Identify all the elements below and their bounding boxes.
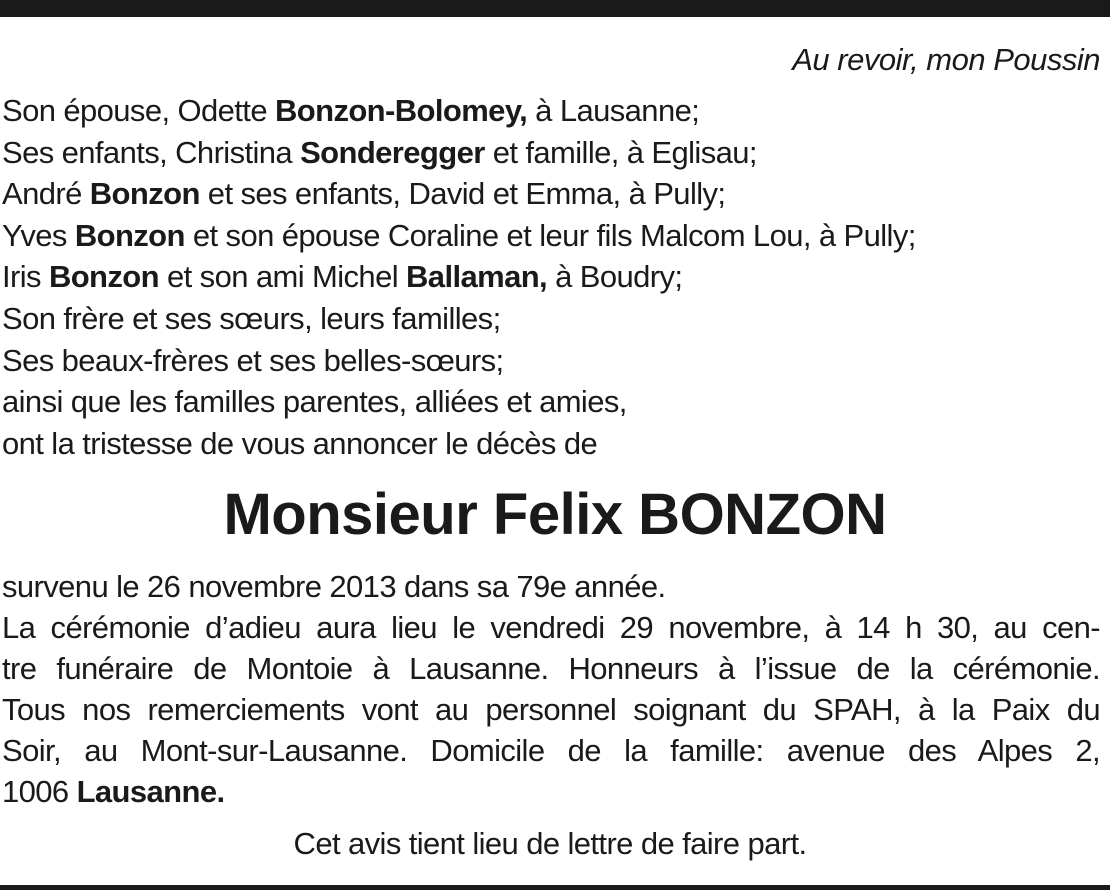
motto: Au revoir, mon Poussin [792, 42, 1100, 77]
family-line-relatives: ainsi que les familles parentes, alliées et amies, [2, 384, 627, 420]
family-list [2, 90, 1102, 464]
family-line-in-laws: Ses beaux-frères et ses belles-sœurs; [2, 342, 504, 378]
family-line-announcement: ont la tristesse de vous annoncer le décès de [2, 425, 598, 461]
closing-note: Cet avis tient lieu de lettre de faire part. [293, 826, 807, 861]
family-line-iris: Iris Bonzon et son ami Michel Ballaman, à Boudry; [2, 259, 683, 295]
details-paragraph [2, 566, 1100, 812]
deceased-name: Monsieur Felix BONZON [223, 482, 887, 547]
details-line-thanks-1: Tous nos remerciements vont au personnel soignant du SPAH, à la Paix du [2, 692, 1100, 727]
top-rule [0, 0, 1110, 17]
family-line-spouse: Son épouse, Odette Bonzon-Bolomey, à Lausanne; [2, 93, 700, 128]
details-line-ceremony-1: La cérémonie d’adieu aura lieu le vendredi 29 novembre, à 14 h 30, au cen- [2, 610, 1100, 645]
details-line-date: survenu le 26 novembre 2013 dans sa 79e année. [2, 569, 666, 604]
family-line-andre: André Bonzon et ses enfants, David et Emma, à Pully; [2, 176, 726, 212]
family-line-yves: Yves Bonzon et son épouse Coraline et leur fils Malcom Lou, à Pully; [2, 217, 916, 253]
bottom-rule [0, 885, 1110, 890]
family-line-children: Ses enfants, Christina Sonderegger et famille, à Eglisau; [2, 134, 757, 170]
details-line-thanks-2: Soir, au Mont-sur-Lausanne. Domicile de la famille: avenue des Alpes 2, [2, 733, 1100, 768]
details-line-address: 1006 Lausanne. [2, 774, 225, 809]
family-line-siblings: Son frère et ses sœurs, leurs familles; [2, 300, 501, 336]
details-line-ceremony-2: tre funéraire de Montoie à Lausanne. Honneurs à l’issue de la cérémonie. [2, 651, 1100, 686]
